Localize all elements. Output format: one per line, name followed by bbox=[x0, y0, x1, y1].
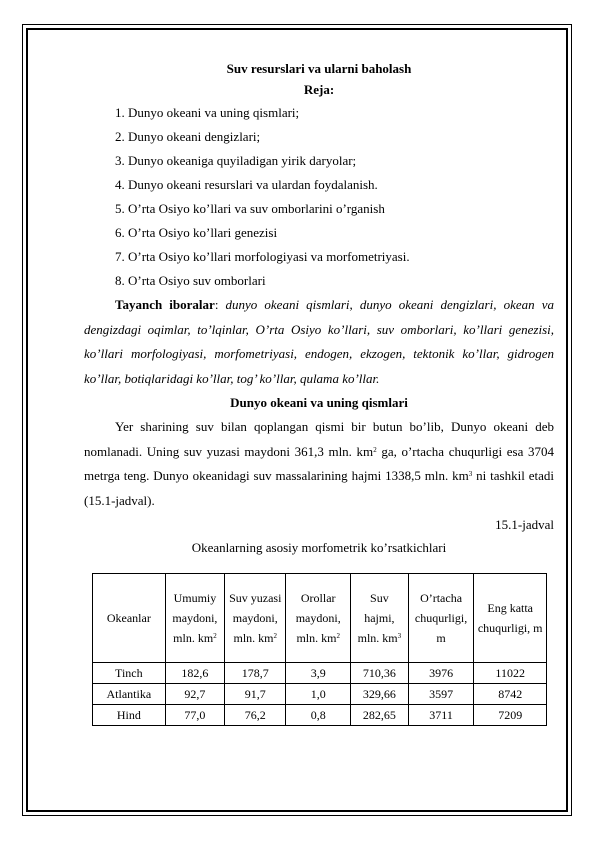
header-cell: Suv yuzasi maydoni, mln. $km^2$ bbox=[225, 574, 286, 663]
table-cell: 3711 bbox=[408, 705, 474, 726]
table-cell: 3,9 bbox=[286, 663, 351, 684]
plan-item: 3. Dunyo okeaniga quyiladigan yirik daryolar; bbox=[115, 153, 357, 168]
table-cell: 7209 bbox=[474, 705, 547, 726]
table-cell: 3597 bbox=[408, 684, 474, 705]
superscript: 3 bbox=[468, 470, 473, 478]
keywords-colon: : bbox=[214, 297, 226, 312]
table-caption: Okeanlarning asosiy morfometrik ko’rsatkichlari bbox=[191, 540, 447, 555]
intro-text-2: ga, o’rtacha chuqurligi esa 3704 metrga teng. Dunyo okeanidagi suv massalarining hajmi 1338,5 mln. km bbox=[84, 443, 554, 483]
table-cell: 710,36 bbox=[351, 663, 409, 684]
plan-item: 4. Dunyo okeani resurslari va ulardan foydalanish. bbox=[115, 177, 378, 192]
table-cell: 91,7 bbox=[225, 684, 286, 705]
keywords-label: Tayanch iboralar bbox=[115, 297, 215, 312]
table-header-row bbox=[93, 574, 547, 663]
plan-item: 1. Dunyo okeani va uning qismlari; bbox=[115, 105, 300, 120]
table-cell: 1,0 bbox=[286, 684, 351, 705]
plan-heading: Reja: bbox=[303, 82, 335, 97]
superscript: 2 bbox=[373, 445, 377, 454]
header-cell: O’rtacha chuqurligi, m bbox=[408, 574, 474, 663]
document-title: Suv resurslari va ularni baholash bbox=[226, 61, 412, 76]
table-cell: 11022 bbox=[474, 663, 547, 684]
ocean-morphometry-table bbox=[92, 573, 547, 726]
keywords-text: dunyo okeani qismlari, dunyo okeani dengizlari, okean va dengizdagi oqimlar, to’lqinlar, O’rta Osiyo ko’llari, suv omborlari, ko’llari genezisi, ko’llari morfologiyasi, morfometriyasi, endogen, ekzogen, tektonik ko’llar, gidrogen ko’llar, botiqlaridagi ko’llar, tog’ ko’llar, qulama ko’llar. bbox=[84, 297, 554, 386]
table-cell: 178,7 bbox=[225, 663, 286, 684]
table-cell: 76,2 bbox=[225, 705, 286, 726]
plan-list bbox=[84, 101, 554, 293]
table-cell: 77,0 bbox=[165, 705, 224, 726]
table-cell: Atlantika bbox=[93, 684, 166, 705]
table-row bbox=[93, 684, 547, 705]
header-cell: Orollar maydoni, mln. $km^2$ bbox=[286, 574, 351, 663]
section-title: Dunyo okeani va uning qismlari bbox=[230, 395, 408, 410]
table-cell: 0,8 bbox=[286, 705, 351, 726]
table-cell: 3976 bbox=[408, 663, 474, 684]
table-cell: 282,65 bbox=[351, 705, 409, 726]
table-cell: 182,6 bbox=[165, 663, 224, 684]
table-cell: 8742 bbox=[474, 684, 547, 705]
table-reference: 15.1-jadval bbox=[495, 517, 554, 532]
document-body bbox=[84, 59, 554, 726]
plan-item: 8. O’rta Osiyo suv omborlari bbox=[115, 273, 266, 288]
header-cell: Suv hajmi, mln. $km^3$ bbox=[351, 574, 409, 663]
header-cell: Eng katta chuqurligi, m bbox=[474, 574, 547, 663]
header-cell: Okeanlar bbox=[93, 574, 166, 663]
plan-item: 7. O’rta Osiyo ko’llari morfologiyasi va morfometriyasi. bbox=[115, 249, 410, 264]
table-cell: 92,7 bbox=[165, 684, 224, 705]
table-cell: Hind bbox=[93, 705, 166, 726]
intro-paragraph bbox=[84, 415, 554, 513]
table-row bbox=[93, 663, 547, 684]
intro-text-1: Yer sharining suv bilan qoplangan qismi bir butun bo’lib, Dunyo okeani deb nomlanadi. Uning suv yuzasi maydoni 361,3 mln. km bbox=[84, 419, 554, 459]
keywords-paragraph bbox=[84, 293, 554, 391]
header-cell: Umumiy maydoni, mln. $km^2$ bbox=[165, 574, 224, 663]
plan-item: 2. Dunyo okeani dengizlari; bbox=[115, 129, 261, 144]
table-row bbox=[93, 705, 547, 726]
plan-item: 5. O’rta Osiyo ko’llari va suv omborlarini o’rganish bbox=[115, 201, 385, 216]
table-cell: 329,66 bbox=[351, 684, 409, 705]
intro-text-3: ni tashkil etadi (15.1-jadval). bbox=[84, 468, 554, 508]
table-cell: Tinch bbox=[93, 663, 166, 684]
plan-item: 6. O’rta Osiyo ko’llari genezisi bbox=[115, 225, 278, 240]
